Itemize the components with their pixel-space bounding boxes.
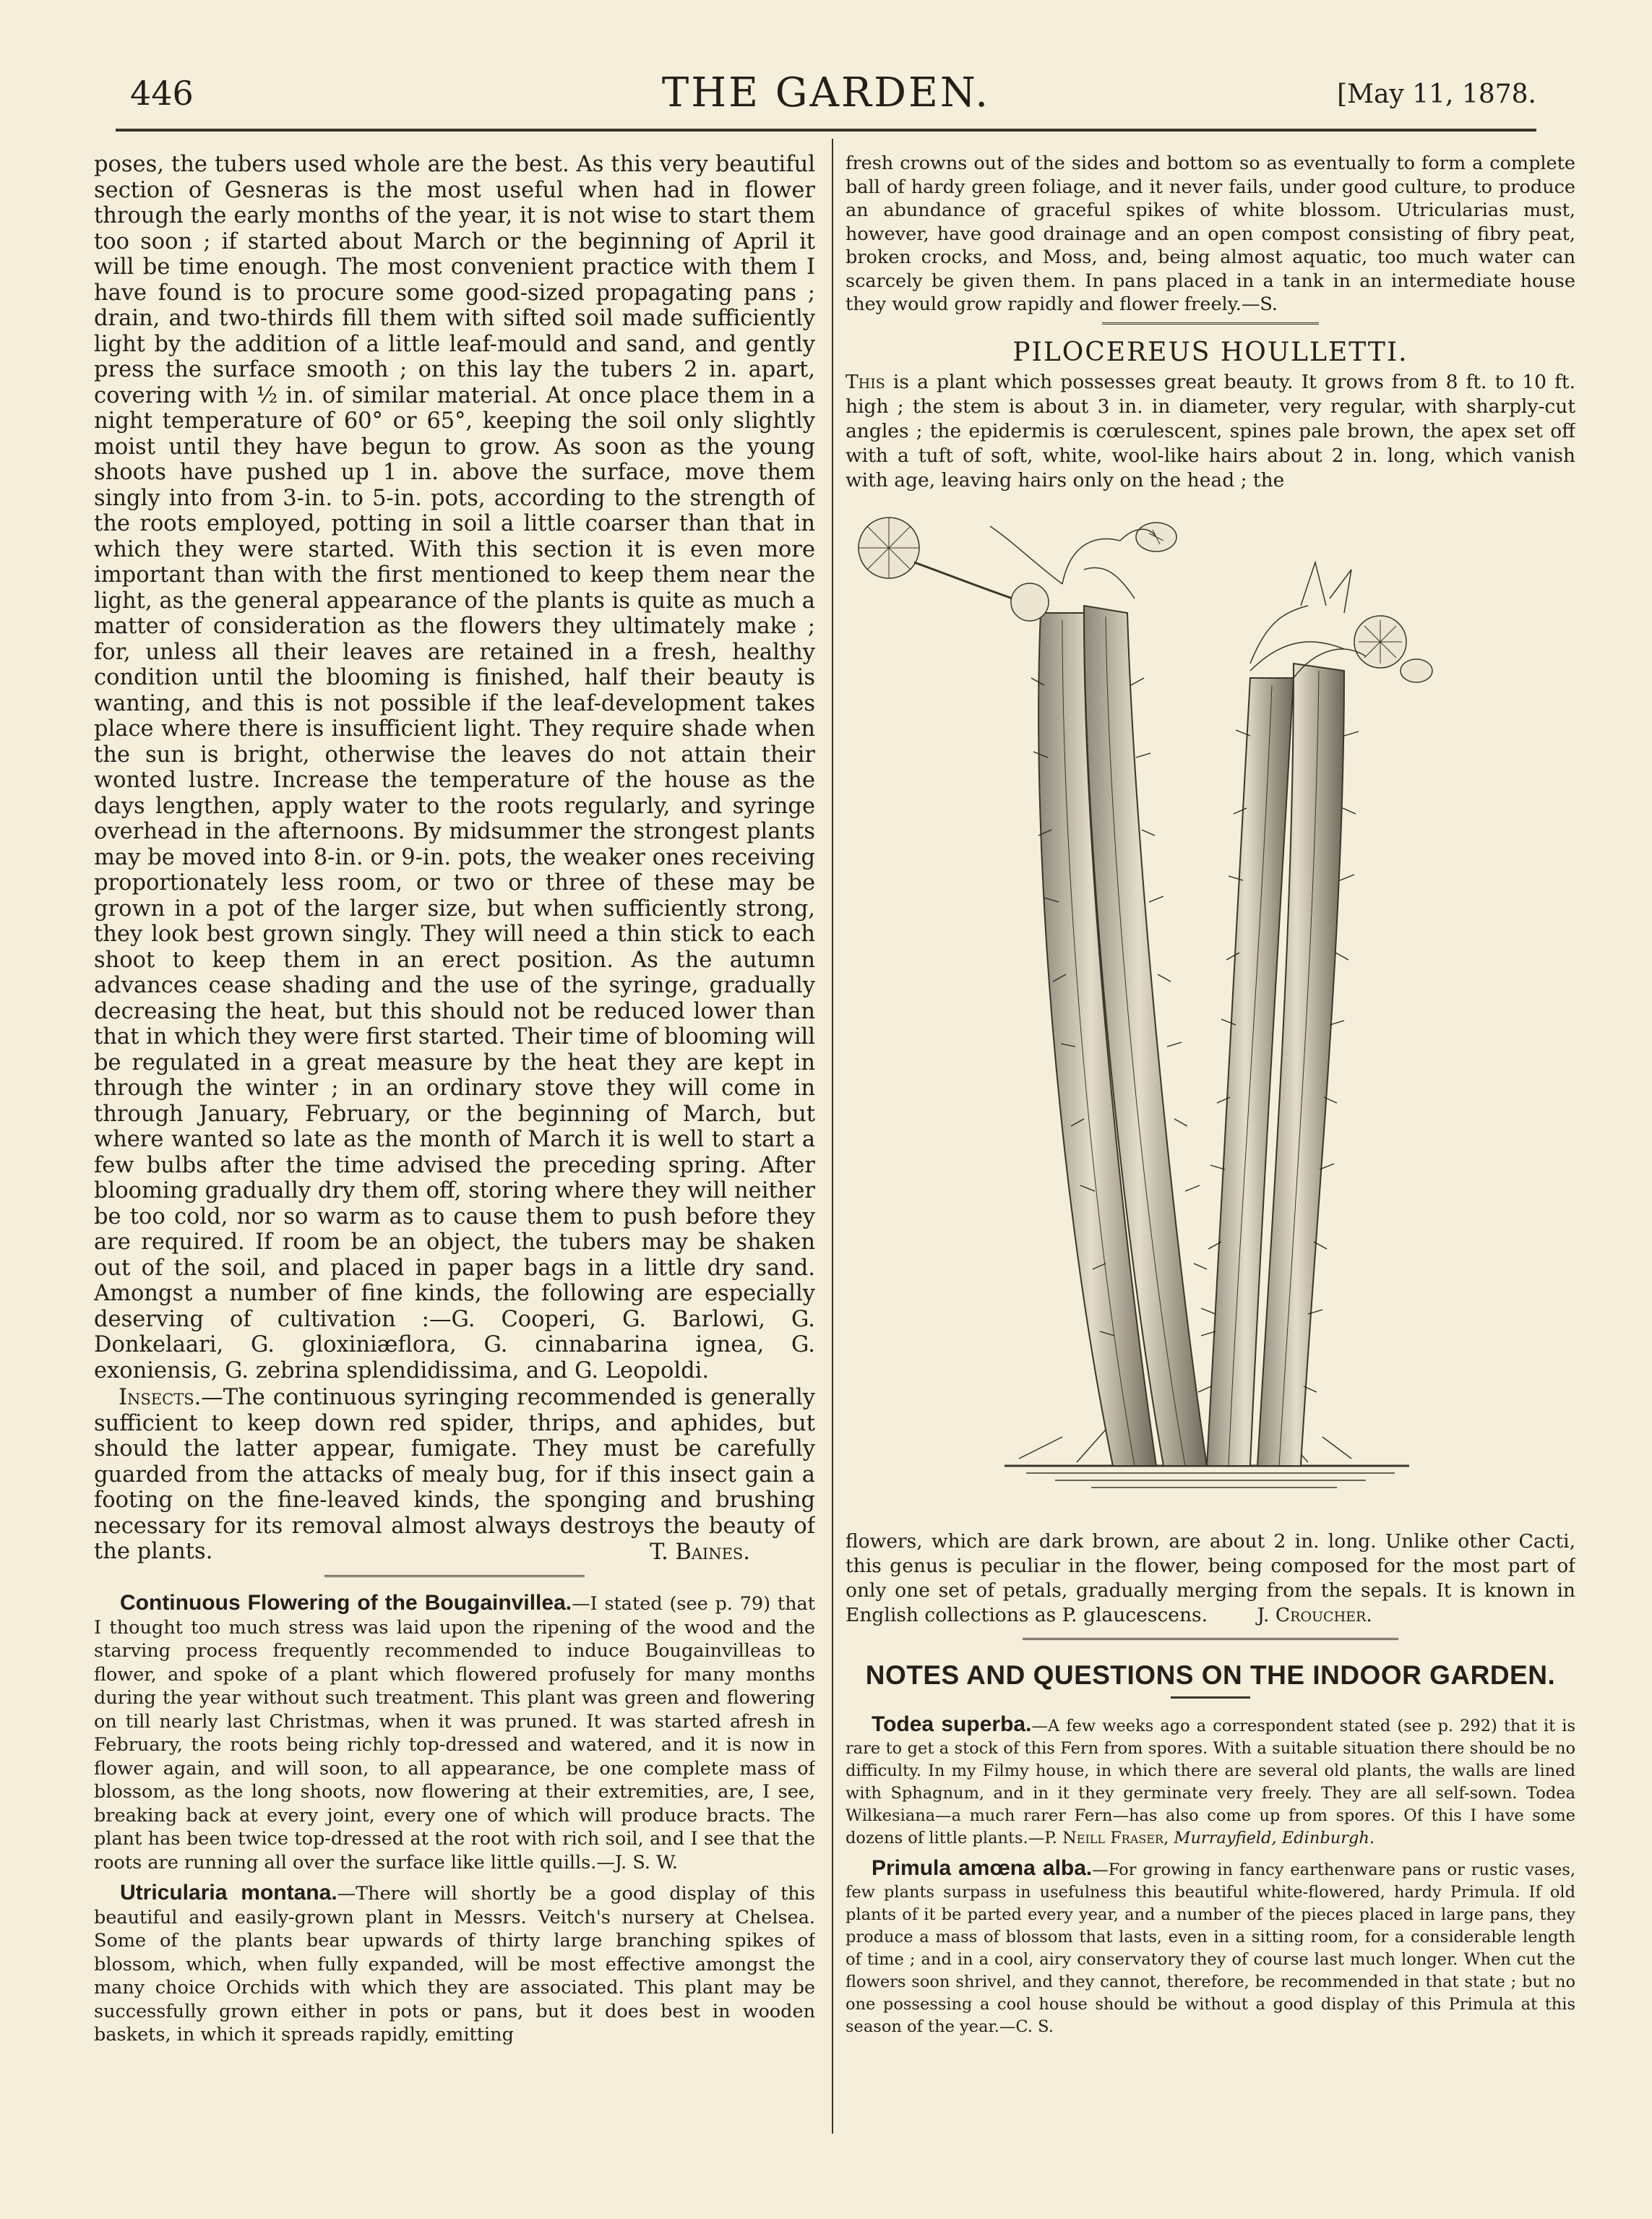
todea-note [846, 1713, 1575, 1850]
gesnera-article-text: poses, the tubers used whole are the best. As this very beautiful section of Gesneras is the most useful when had in flower through the early months of the year, it is not wise to start them too soon ; if started about March or the beginning of April it will be time enough. The most convenient practice with them I have found is to procure some good-sized propagating pans ; drain, and two-thirds fill them with sifted soil made sufficiently light by the addition of a little leaf-mould and sand, and gently press the surface smooth ; on this lay the tubers 2 in. apart, covering with ½ in. of similar material. At once place them in a night temperature of 60° or 65°, keeping the soil only slightly moist until they have begun to grow. As soon as the young shoots have pushed up 1 in. above the surface, move them singly into from 3-in. to 5-in. pots, according to the strength of the roots employed, potting in soil a little coarser than that in which they were started. With this section it is even more important than with the first mentioned to keep them near the light, as the general appearance of the plants is quite as much a matter of consideration as the flowers they ultimately make ; for, unless all their leaves are retained in a fresh, healthy condition until the blooming is finished, half their beauty is wanting, and this is not possible if the leaf-development takes place where there is insufficient light. They require shade when the sun is bright, otherwise the leaves do not attain their wonted lustre. Increase the temperature of the house as the days lengthen, apply water to the roots regularly, and syringe overhead in the afternoons. By midsummer the strongest plants may be moved into 8-in. or 9-in. pots, the weaker ones receiving proportionately less room, or two or three of these may be grown in a pot of the larger size, but when sufficiently strong, they look best grown singly. They will need a thin stick to each shoot to keep them in an erect position. As the autumn advances cease shading and the use of the syringe, gradually decreasing the heat, but this should not be reduced lower than that in which they were first started. Their time of blooming will be regulated in a great measure by the heat they are kept in through the winter ; in an ordinary stove they will come in through January, February, or the beginning of March, but where wanted so late as the month of March it is well to start a few bulbs after the time advised the preceding spring. After blooming gradually dry them off, storing where they will neither be too cold, nor so warm as to cause them to push before they are required. If room be an object, the tubers may be shaken out of the soil, and placed in paper bags in a little dry sand. Amongst a number of fine kinds, the following are especially deserving of cultivation :—G. Cooperi, G. Barlowi, G. Donkelaari, G. gloxiniæflora, G. cinnabarina ignea, G. exoniensis, G. zebrina splendidissima, and G. Leopoldi. [94, 152, 815, 1383]
title-underline [1171, 1696, 1250, 1699]
left-column [94, 152, 815, 2118]
insects-signature: T. Baines. [650, 1539, 750, 1565]
page-number: 446 [130, 74, 194, 113]
right-column [846, 152, 1575, 2132]
bougainvillea-heading: Continuous Flowering of the Bougainvillea. [120, 1591, 572, 1615]
pilocereus-cactus-illustration [846, 497, 1575, 1524]
insects-lead: Insects. [119, 1385, 202, 1410]
section-rule [1023, 1638, 1398, 1640]
pilocereus-body: is a plant which possesses great beauty. It grows from 8 ft. to 10 ft. high ; the stem is about 3 in. in diameter, very regular, with sharply-cut angles ; the epidermis is cœrulescent, spines pale brown, the apex set off with a tuft of soft, white, wool-like hairs about 2 in. long, which vanish with age, leaving hairs only on the head ; the [846, 370, 1575, 492]
primula-note [846, 1857, 1575, 2038]
utricularia-continued: fresh crowns out of the sides and bottom so as eventually to form a complete ball of hardy green foliage, and it never fails, under good culture, to produce an abundance of graceful spikes of white blossom. Utricularias must, however, have good drainage and an open compost consisting of fibry peat, broken crocks, and Moss, and, being almost aquatic, too much water can scarcely be given them. In pans placed in a tank in an intermediate house they would grow rapidly and flower freely.—S. [846, 153, 1575, 315]
section-rule [324, 1575, 585, 1577]
notes-section-title: NOTES AND QUESTIONS ON THE INDOOR GARDEN. [865, 1660, 1556, 1690]
todea-signature: P. Neill Fraser, [1044, 1828, 1169, 1847]
masthead-title: THE GARDEN. [661, 69, 991, 116]
todea-body: —A few weeks ago a correspondent stated (see p. 292) that it is rare to get a stock of this Fern from spores. With a suitable situation there should be no difficulty. In my Filmy house, in which there are several old plants, the walls are lined with Sphagnum, and in it they germinate very freely. They are all self-sown. Todea Wilkesiana—a much rarer Fern—has also come up from spores. Of this I have some dozens of little plants.— [846, 1716, 1575, 1847]
pilocereus-intro [846, 370, 1575, 493]
primula-heading: Primula amœna alba. [872, 1855, 1093, 1880]
issue-date: [May 11, 1878. [1337, 80, 1536, 109]
utricularia-body: —There will shortly be a good display of this beautiful and easily-grown plant in Messrs. Veitch's nursery at Chelsea. Some of the plants bear upwards of thirty large branching spikes of blossom, which, when fully expanded, will be most effective amongst the many choice Orchids with which they are associated. This plant may be successfully grown either in pots or pans, but it does best in wooden baskets, in which it spreads rapidly, emitting [94, 1883, 815, 2046]
pilocereus-signature: J. Croucher. [1257, 1603, 1372, 1626]
todea-place: Murrayfield, Edinburgh. [1174, 1828, 1375, 1847]
page-header [116, 69, 1536, 121]
bougainvillea-note [94, 1592, 815, 1874]
pilocereus-title: PILOCEREUS HOULLETTI. [1012, 337, 1408, 367]
todea-heading: Todea superba. [872, 1712, 1032, 1736]
insects-paragraph [94, 1385, 815, 1565]
bougainvillea-body: —I stated (see p. 79) that I thought too much stress was laid upon the ripening of the wood and the starving process frequently recommended to induce Bougainvilleas to flower, and spoke of a plant which flowered profusely for many months during the year without such treatment. This plant was green and flowering on till nearly last Christmas, when it was pruned. It was started afresh in February, the roots being richly top-dressed and watered, and it is now in flower again, and will soon, to all appearance, be one complete mass of blossom, as the long shoots, now flowering at their extremities, are, I see, breaking back at every joint, every one of which will produce bracts. The plant has been twice top-dressed at the root with rich soil, and I see that the roots are running all over the surface like little quills.—J. S. W. [94, 1593, 815, 1874]
cactus-flowers [859, 518, 1432, 682]
cactus-stem [1207, 664, 1344, 1466]
cactus-stem [1038, 606, 1207, 1466]
column-divider [832, 139, 833, 2134]
header-rule [116, 129, 1536, 132]
pilocereus-continued [846, 1529, 1575, 1628]
section-rule [1102, 322, 1319, 325]
utricularia-note [94, 1881, 815, 2047]
insects-body: —The continuous syringing recommended is generally sufficient to keep down red spider, thrips, and aphides, but should the latter appear, fumigate. They must be carefully guarded from the attacks of mealy bug, for if this insect gain a footing on the fine-leaved kinds, the sponging and brushing necessary for its removal almost always destroys the beauty of the plants. [94, 1385, 815, 1564]
pilocereus-body-2: flowers, which are dark brown, are about 2 in. long. Unlike other Cacti, this genus is peculiar in the flower, being composed for the most part of only one set of petals, gradually merging from the sepals. It is known in English collections as P. glaucescens. [846, 1529, 1575, 1626]
primula-body: —For growing in fancy earthenware pans or rustic vases, few plants surpass in usefulness this beautiful white-flowered, hardy Primula. If old plants of it be parted every year, and a number of the pieces placed in large pans, they produce a mass of blossom that lasts, even in a sitting room, for a considerable length of time ; and in a cool, airy conservatory they of course last much longer. When cut the flowers soon shrivel, and they cannot, therefore, be recommended in that state ; but no one possessing a cool house should be without a good display of this Primula at this season of the year.—C. S. [846, 1860, 1575, 2036]
pilocereus-lead: This [846, 370, 885, 393]
utricularia-heading: Utricularia montana. [120, 1881, 337, 1905]
